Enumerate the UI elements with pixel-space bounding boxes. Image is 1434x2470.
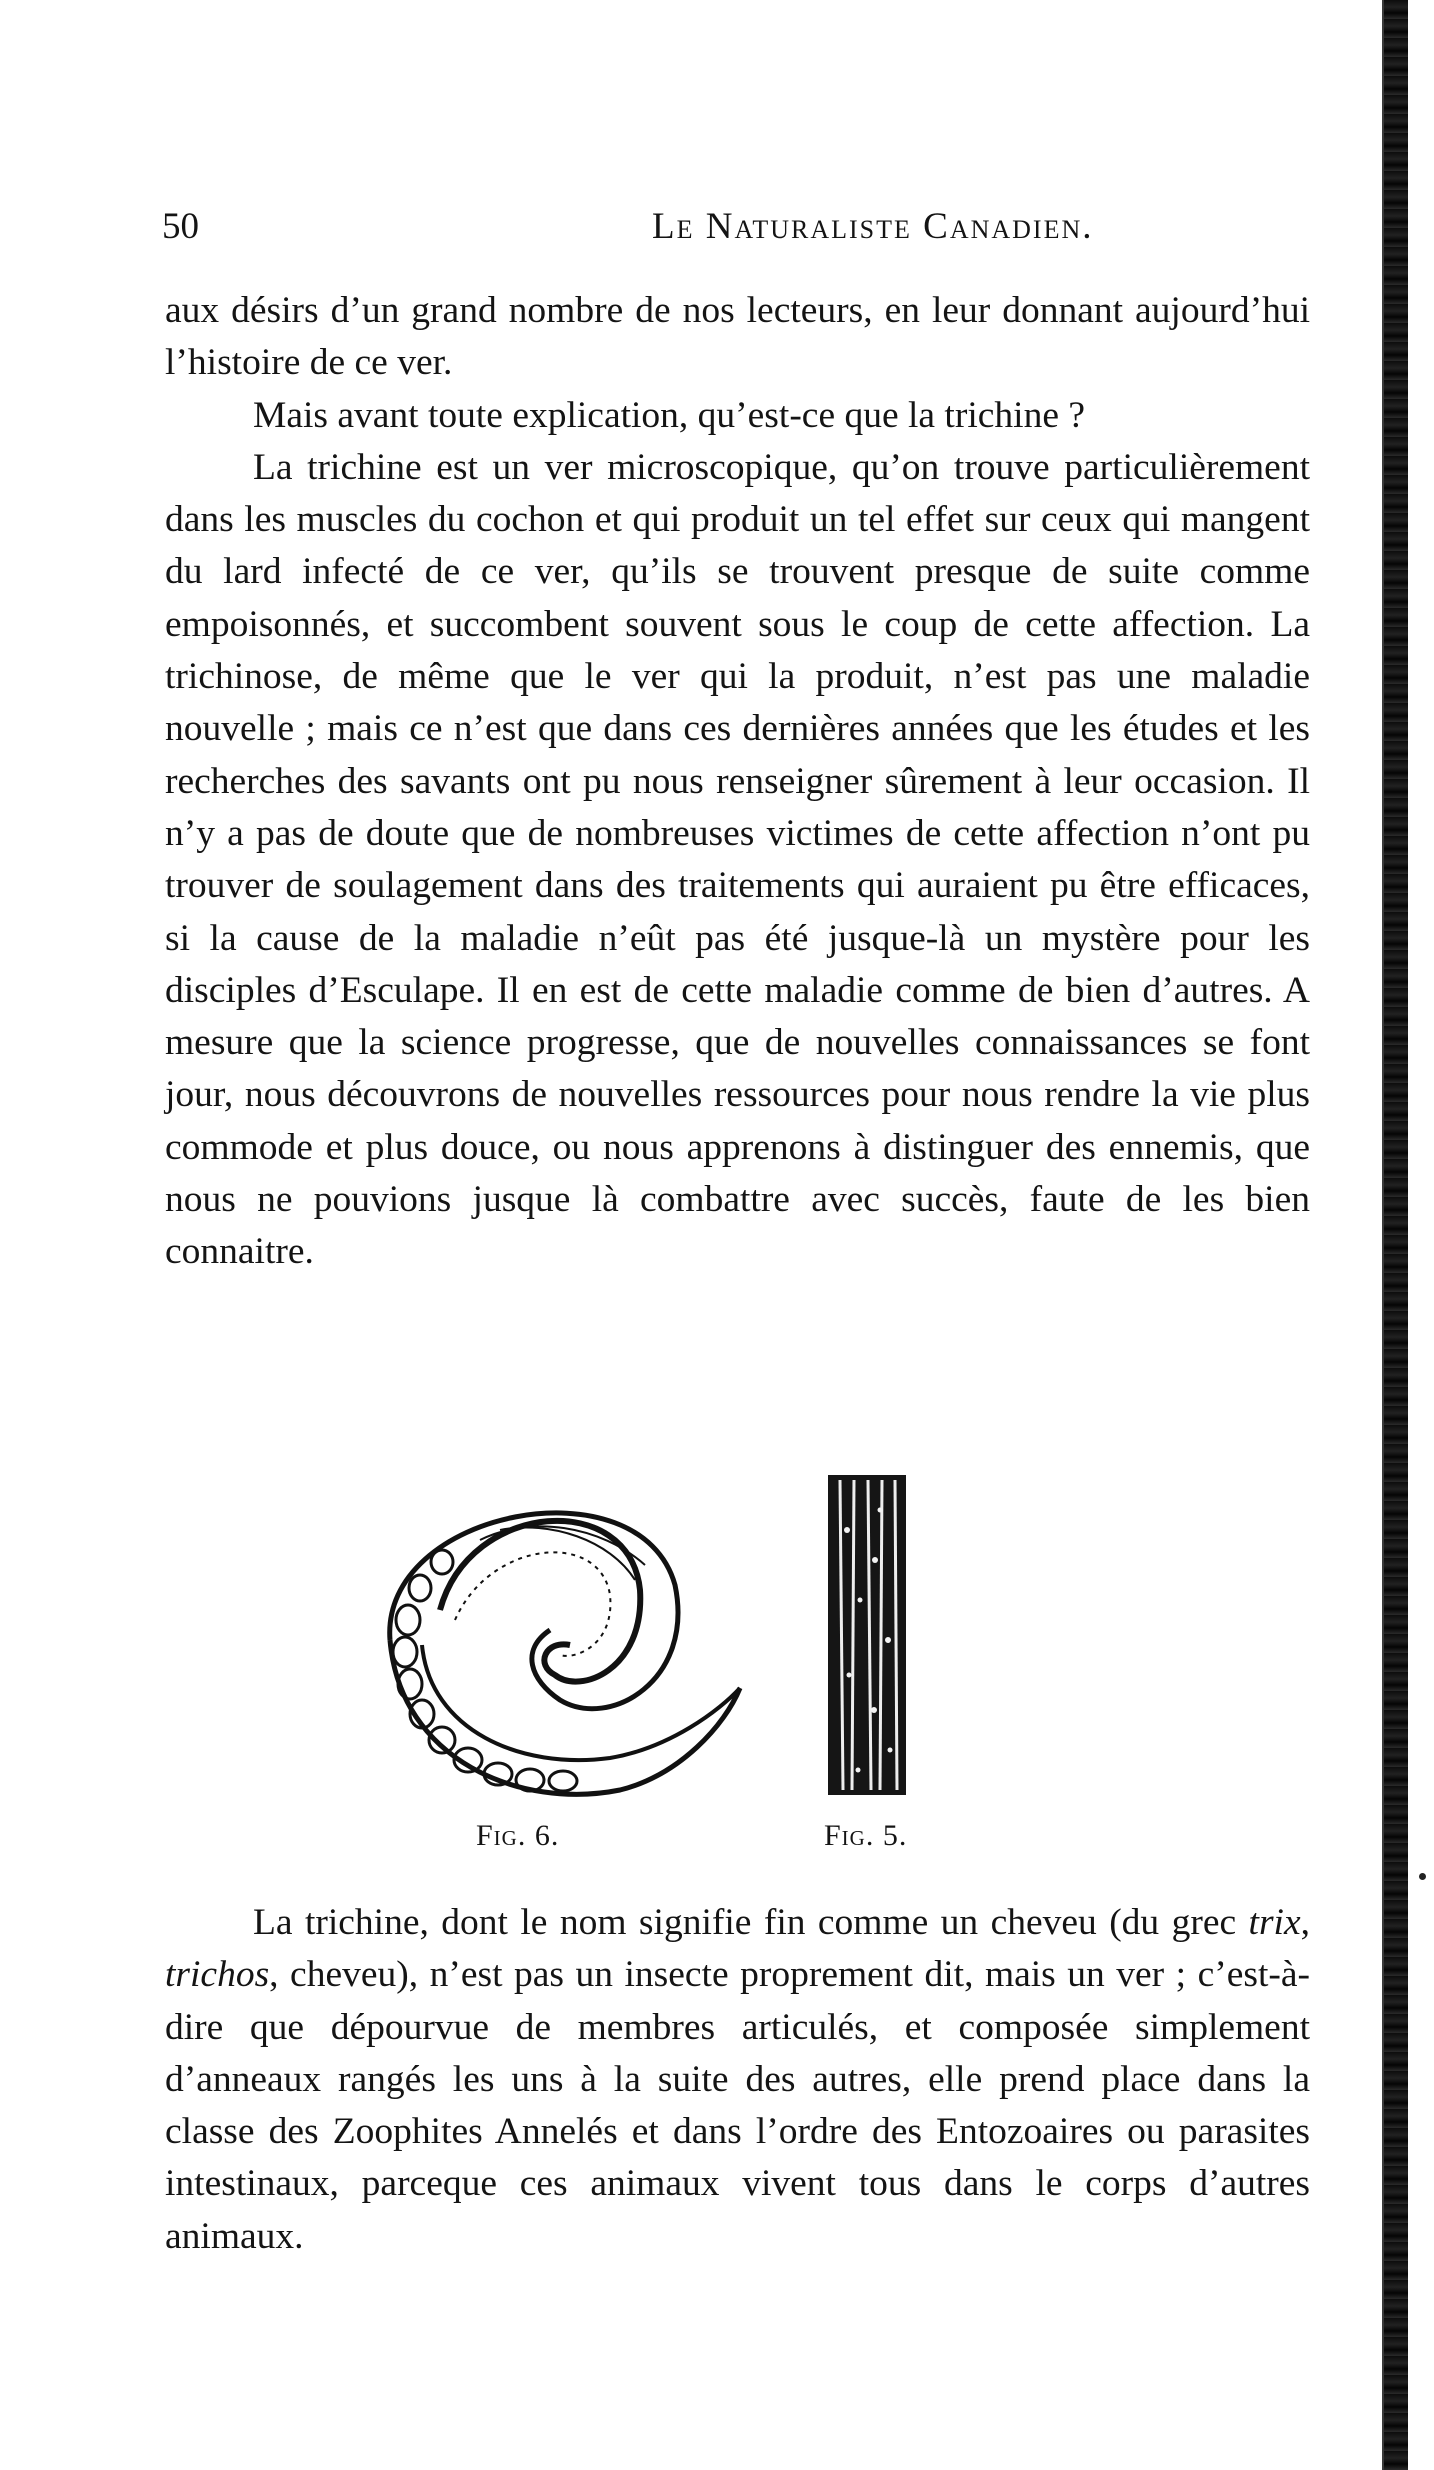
trichina-illustration: [360, 1470, 960, 1870]
coiled-worm-figure: [390, 1513, 740, 1794]
text-block-bottom: [165, 1897, 1310, 2263]
paragraph-trichine-etymology: [165, 1897, 1310, 2263]
muscle-fibre-figure: [828, 1475, 906, 1795]
etymology-separator: ,: [1300, 1902, 1310, 1943]
trichina-figures-svg: [360, 1470, 960, 1870]
paragraph-question: Mais avant toute explication, qu’est-ce que la trichine ?: [253, 394, 1085, 436]
etymology-text-part2: , cheveu), n’est pas un insecte proprement dit, mais un ver ; c’est-à-dire que dépourvue de membres articulés, et composée simplement d’anneaux rangés les uns à la suite des autres, elle prend place dans la classe des Zoophites Annelés et dans l’ordre des Entozoaires ou parasites intestinaux, parceque ces animaux vivent tous dans le corps d’autres animaux.: [165, 1954, 1310, 2257]
greek-word-trichos: trichos: [165, 1954, 270, 1996]
book-spine-edge: [1382, 0, 1408, 2470]
paragraph-continuation: aux désirs d’un grand nombre de nos lecteurs, en leur donnant aujourd’hui l’histoire de ce ver.: [165, 290, 1310, 384]
page-number: 50: [162, 206, 199, 247]
text-block-top: [165, 285, 1310, 1279]
figure-6-caption: Fig. 6.: [476, 1819, 560, 1852]
running-title: Le Naturaliste Canadien.: [652, 206, 1094, 247]
greek-word-trix: trix: [1248, 1902, 1301, 1943]
paragraph-trichine-description: La trichine est un ver microscopique, qu’on trouve particulièrement dans les muscles du cochon et qui produit un tel effet sur ceux qui mangent du lard infecté de ce ver, qu’ils se trouvent presque de suite comme empoisonnés, et succombent souvent sous le coup de cette affection. La trichinose, de même que le ver qui la produit, n’est pas une maladie nouvelle ; mais ce n’est que dans ces dernières années que les études et les recherches des savants ont pu nous renseigner sûrement à leur occasion. Il n’y a pas de doute que de nombreuses victimes de cette affection n’ont pu trouver de soulagement dans des traitements qui auraient pu être efficaces, si la cause de la maladie n’eût pas été jusque-là un mystère pour les disciples d’Esculape. Il en est de cette maladie comme de bien d’autres. A mesure que la science progresse, que de nouvelles connaissances se font jour, nous découvrons de nouvelles ressources pour nous rendre la vie plus commode et plus douce, ou nous apprenons à distinguer des ennemis, que nous ne pouvions jusque là combattre avec succès, faute de les bien connaitre.: [165, 446, 1310, 1273]
etymology-text-part1: La trichine, dont le nom signifie fin comme un cheveu (du grec: [253, 1902, 1249, 1943]
figure-5-caption: Fig. 5.: [824, 1819, 908, 1852]
page-speck: [1419, 1873, 1426, 1880]
page-header: [162, 205, 1312, 255]
